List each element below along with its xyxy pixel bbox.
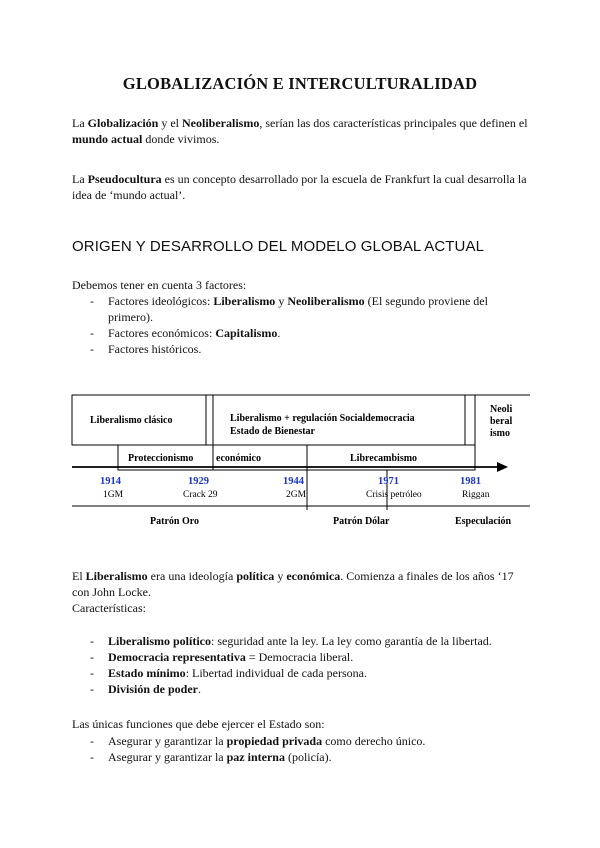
term-economica: económica (286, 569, 341, 583)
year-1971: 1971 (378, 476, 399, 487)
list-item (72, 733, 532, 749)
year-1929: 1929 (188, 476, 209, 487)
event-2gm: 2GM (286, 490, 307, 500)
term-globalizacion: Globalización (87, 116, 159, 130)
text: era una ideología (147, 569, 237, 583)
term-propiedad-privada: propiedad privada (226, 734, 323, 748)
timeline-arrowhead (497, 462, 508, 472)
label-librecambismo: Librecambismo (350, 453, 418, 464)
caracteristicas-list (72, 633, 532, 697)
text: y el (158, 116, 182, 130)
event-crisis-petroleo: Crisis petróleo (366, 490, 422, 500)
term-liberalismo: Liberalismo (85, 569, 148, 583)
document-title: GLOBALIZACIÓN E INTERCULTURALIDAD (122, 74, 478, 93)
label-especulacion: Especulación (455, 516, 512, 527)
term-pseudocultura: Pseudocultura (87, 172, 162, 186)
text: . Comienza a finales de los años ‘17 con John Locke. (72, 569, 514, 599)
label-regulacion-1: Liberalismo + regulación Socialdemocracia (230, 413, 415, 424)
text: El (72, 569, 86, 583)
text: = Democracia liberal. (245, 650, 354, 664)
text: Factores históricos. (108, 342, 202, 356)
text: como derecho único. (322, 734, 426, 748)
year-1944: 1944 (283, 476, 304, 487)
term: División de poder (108, 682, 199, 696)
event-1gm: 1GM (103, 490, 124, 500)
list-item (72, 681, 532, 697)
term: Estado mínimo (108, 666, 186, 680)
text: Factores económicos: (108, 326, 216, 340)
text: : seguridad ante la ley. La ley como garantía de la libertad. (211, 634, 492, 648)
label-neoliberalismo-2: beral (490, 416, 513, 427)
term-capitalismo: Capitalismo (215, 326, 278, 340)
list-item (72, 665, 532, 681)
term-politica: política (236, 569, 275, 583)
funciones-intro: Las únicas funciones que debe ejercer el Estado son: (72, 717, 325, 731)
label-patron-dolar: Patrón Dólar (333, 516, 390, 527)
text: Asegurar y garantizar la (108, 750, 227, 764)
caracteristicas-label: Características: (72, 601, 146, 615)
text: Asegurar y garantizar la (108, 734, 227, 748)
term-neoliberalismo: Neoliberalismo (287, 294, 365, 308)
text: es un concepto desarrollado por la escuela de Frankfurt la cual desarrolla la idea de ‘mundo actual’. (72, 172, 527, 202)
funciones-list (72, 733, 532, 765)
term: Liberalismo político (108, 634, 211, 648)
event-crack-29: Crack 29 (183, 490, 218, 500)
text: . (277, 326, 281, 340)
term: Democracia representativa (108, 650, 246, 664)
text: (policía). (284, 750, 332, 764)
text: Factores ideológicos: (108, 294, 214, 308)
label-proteccionismo: Proteccionismo (128, 453, 194, 464)
label-neoliberalismo-3: ismo (490, 428, 510, 439)
text: y (274, 569, 287, 583)
paragraph-liberalismo (72, 568, 532, 600)
label-neoliberalismo-1: Neoli (490, 404, 513, 415)
list-item (72, 633, 532, 649)
label-patron-oro: Patrón Oro (150, 516, 199, 527)
text: , serían las dos características principales que definen el (259, 116, 528, 130)
text: y (275, 294, 288, 308)
label-liberalismo-clasico: Liberalismo clásico (90, 415, 173, 426)
term-liberalismo: Liberalismo (213, 294, 276, 308)
label-economico: económico (216, 453, 261, 464)
term-neoliberalismo: Neoliberalismo (182, 116, 260, 130)
text: : Libertad individual de cada persona. (185, 666, 367, 680)
year-1981: 1981 (460, 476, 481, 487)
text: (El segundo proviene del primero). (108, 294, 488, 324)
section-heading: ORIGEN Y DESARROLLO DEL MODELO GLOBAL ACTUAL (72, 238, 485, 255)
text: La (72, 116, 88, 130)
factors-intro: Debemos tener en cuenta 3 factores: (72, 278, 247, 292)
text: La (72, 172, 88, 186)
text: . (198, 682, 202, 696)
year-1914: 1914 (100, 476, 121, 487)
list-item (72, 649, 532, 665)
label-regulacion-2: Estado de Bienestar (230, 426, 315, 437)
term-mundo-actual: mundo actual (72, 132, 143, 146)
event-riggan: Riggan (462, 490, 490, 500)
text: donde vivimos. (142, 132, 220, 146)
term-paz-interna: paz interna (226, 750, 285, 764)
list-item (72, 749, 532, 765)
